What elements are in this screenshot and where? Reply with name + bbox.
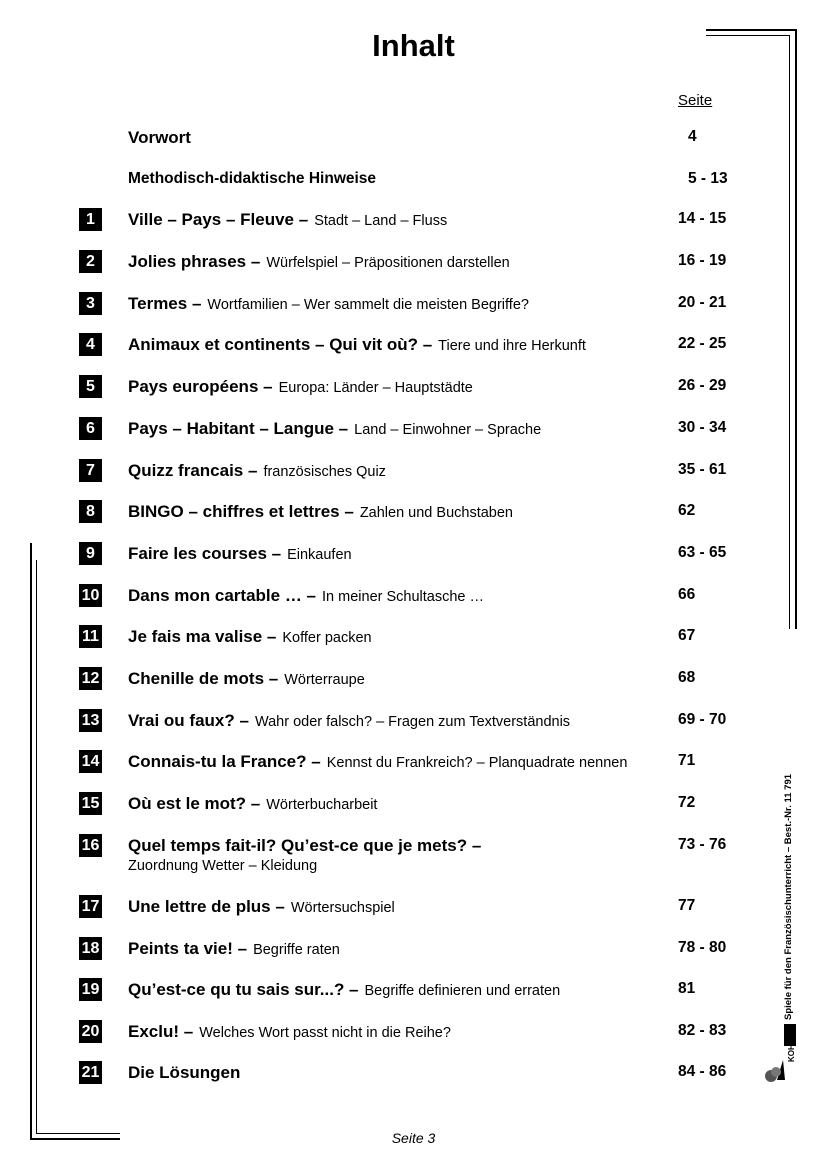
chapter-title: Faire les courses –	[128, 544, 282, 563]
chapter-subtitle: In meiner Schultasche …	[322, 589, 485, 605]
toc-entry-text	[128, 502, 513, 522]
toc-entry-text	[128, 1022, 451, 1042]
toc-entry-text	[128, 210, 447, 230]
chapter-title: Die Lösungen	[128, 1063, 241, 1082]
toc-entry-text	[128, 586, 484, 606]
chapter-pages: 69 - 70	[678, 711, 727, 728]
chapter-number: 2	[79, 250, 102, 273]
chapter-title: Je fais ma valise –	[128, 627, 277, 646]
chapter-pages: 84 - 86	[678, 1063, 727, 1080]
chapter-title: Jolies phrases –	[128, 252, 261, 271]
chapter-subtitle: Tiere und ihre Herkunft	[438, 338, 586, 354]
chapter-pages: 30 - 34	[678, 419, 727, 436]
chapter-subtitle: Wörterraupe	[284, 672, 365, 688]
chapter-pages: 62	[678, 502, 696, 519]
chapter-pages: 22 - 25	[678, 335, 727, 352]
toc-entry-text	[128, 836, 481, 856]
chapter-number: 11	[79, 625, 102, 648]
chapter-subtitle: Einkaufen	[287, 547, 352, 563]
chapter-pages: 67	[678, 627, 696, 644]
toc-intro-pages: 5 - 13	[688, 170, 728, 187]
chapter-pages: 14 - 15	[678, 210, 727, 227]
chapter-subtitle: Zuordnung Wetter – Kleidung	[128, 858, 318, 874]
chapter-number: 20	[79, 1020, 102, 1043]
chapter-pages: 16 - 19	[678, 252, 727, 269]
chapter-subtitle: Wörtersuchspiel	[290, 900, 395, 916]
chapter-number: 4	[79, 333, 102, 356]
chapter-title: Où est le mot? –	[128, 794, 261, 813]
chapter-number: 19	[79, 978, 102, 1001]
chapter-title: Quel temps fait-il? Qu’est-ce que je mets? –	[128, 836, 482, 855]
toc-entry-text	[128, 711, 570, 731]
chapter-subtitle: Europa: Länder – Hauptstädte	[278, 380, 473, 396]
toc-entry-text	[128, 669, 365, 689]
toc-entry-text	[128, 419, 541, 439]
chapter-pages: 63 - 65	[678, 544, 727, 561]
toc-entry-text	[128, 897, 395, 917]
chapter-subtitle: Wörterbucharbeit	[266, 797, 378, 813]
page-footer: Seite 3	[391, 1130, 436, 1146]
chapter-subtitle: Stadt – Land – Fluss	[314, 213, 448, 229]
chapter-number: 8	[79, 500, 102, 523]
chapter-number: 1	[79, 208, 102, 231]
chapter-title: Pays – Habitant – Langue –	[128, 419, 349, 438]
chapter-title: Peints ta vie! –	[128, 939, 248, 958]
frame-line-right	[795, 29, 797, 629]
chapter-subtitle: Land – Einwohner – Sprache	[354, 422, 542, 438]
chapter-title: Animaux et continents – Qui vit où? –	[128, 335, 433, 354]
chapter-number: 21	[79, 1061, 102, 1084]
chapter-pages: 66	[678, 586, 696, 603]
toc-intro-title: Methodisch-didaktische Hinweise	[128, 170, 377, 187]
publisher-logo	[763, 1022, 799, 1084]
chapter-number: 9	[79, 542, 102, 565]
chapter-pages: 77	[678, 897, 696, 914]
page-title: Inhalt	[372, 28, 455, 63]
chapter-pages: 78 - 80	[678, 939, 727, 956]
page-column-header: Seite	[678, 92, 713, 109]
toc-intro-pages: 4	[688, 128, 697, 145]
chapter-subtitle: Würfelspiel – Präpositionen darstellen	[266, 255, 510, 271]
chapter-pages: 26 - 29	[678, 377, 727, 394]
toc-entry-text	[128, 335, 586, 355]
chapter-number: 18	[79, 937, 102, 960]
chapter-title: Pays européens –	[128, 377, 273, 396]
chapter-subtitle: Begriffe raten	[253, 942, 340, 958]
chapter-title: Connais-tu la France? –	[128, 752, 321, 771]
chapter-pages: 73 - 76	[678, 836, 727, 853]
chapter-number: 3	[79, 292, 102, 315]
chapter-pages: 35 - 61	[678, 461, 727, 478]
chapter-subtitle: Koffer packen	[282, 630, 372, 646]
chapter-title: Ville – Pays – Fleuve –	[128, 210, 309, 229]
chapter-subtitle: französisches Quiz	[263, 464, 386, 480]
chapter-title: Une lettre de plus –	[128, 897, 285, 916]
chapter-number: 12	[79, 667, 102, 690]
toc-entry-text	[128, 252, 510, 272]
chapter-subtitle: Welches Wort passt nicht in die Reihe?	[199, 1025, 451, 1041]
chapter-number: 13	[79, 709, 102, 732]
chapter-pages: 68	[678, 669, 696, 686]
chapter-subtitle: Kennst du Frankreich? – Planquadrate nennen	[326, 755, 628, 771]
chapter-title: Qu’est-ce qu tu sais sur...? –	[128, 980, 359, 999]
toc-entry-text	[128, 794, 377, 814]
toc-entry-text	[128, 980, 560, 1000]
frame-line-right-inner	[789, 35, 790, 629]
toc-entry-text	[128, 377, 473, 397]
chapter-subtitle: Begriffe definieren und erraten	[364, 983, 561, 999]
chapter-pages: 82 - 83	[678, 1022, 727, 1039]
chapter-title: Termes –	[128, 294, 202, 313]
chapter-number: 7	[79, 459, 102, 482]
chapter-number: 6	[79, 417, 102, 440]
toc-entry-text	[128, 461, 386, 481]
frame-line-left-inner	[36, 560, 37, 1134]
chapter-pages: 72	[678, 794, 696, 811]
toc-entry-text	[128, 752, 627, 772]
chapter-number: 15	[79, 792, 102, 815]
chapter-title: Quizz francais –	[128, 461, 258, 480]
chapter-subtitle: Wahr oder falsch? – Fragen zum Textverständnis	[254, 714, 571, 730]
chapter-title: Exclu! –	[128, 1022, 194, 1041]
chapter-number: 17	[79, 895, 102, 918]
toc-intro-title: Vorwort	[128, 128, 191, 147]
chapter-number: 14	[79, 750, 102, 773]
chapter-pages: 81	[678, 980, 696, 997]
chapter-title: BINGO – chiffres et lettres –	[128, 502, 354, 521]
chapter-number: 10	[79, 584, 102, 607]
svg-text:KOHL: KOHL	[787, 1039, 796, 1062]
toc-entry-text	[128, 1063, 246, 1083]
toc-entry-text	[128, 939, 340, 959]
chapter-title: Dans mon cartable … –	[128, 586, 317, 605]
toc-entry-text	[128, 544, 352, 564]
frame-line-left	[30, 543, 32, 1140]
toc-entry-text	[128, 627, 372, 647]
chapter-number: 16	[79, 834, 102, 857]
chapter-title: Chenille de mots –	[128, 669, 279, 688]
chapter-pages: 71	[678, 752, 696, 769]
chapter-number: 5	[79, 375, 102, 398]
chapter-subtitle: Zahlen und Buchstaben	[359, 505, 513, 521]
toc-entry-text	[128, 294, 529, 314]
chapter-pages: 20 - 21	[678, 294, 727, 311]
chapter-title: Vrai ou faux? –	[128, 711, 249, 730]
chapter-subtitle: Wortfamilien – Wer sammelt die meisten Begriffe?	[207, 297, 529, 313]
